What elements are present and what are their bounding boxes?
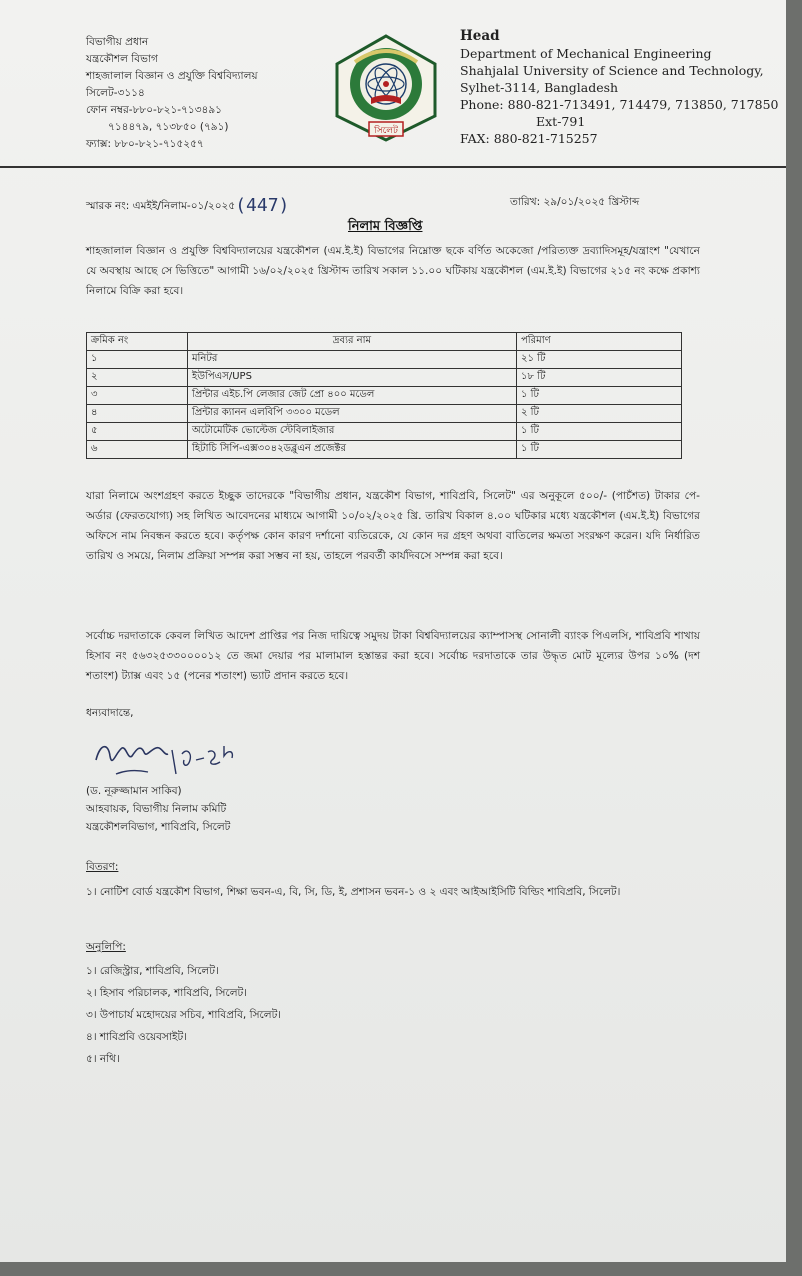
items-table [86, 332, 682, 459]
table-cell: ৬ [87, 441, 188, 459]
header-bangla [86, 34, 258, 153]
signatory-role: আহবায়ক, বিভাগীয় নিলাম কমিটি [86, 803, 227, 815]
memo-date: তারিখ: ২৯/০১/২০২৫ খ্রিস্টাব্দ [510, 196, 640, 208]
copy-list [86, 960, 281, 1070]
list-item: ৩। উপাচার্য মহোদয়ের সচিব, শাবিপ্রবি, সিলেট। [86, 1009, 282, 1021]
table-row [87, 423, 682, 441]
table-cell: মনিটর [188, 351, 517, 369]
copy-title: অনুলিপি: [86, 941, 126, 953]
header-bn-line: যন্ত্রকৌশল বিভাগ [86, 53, 158, 65]
table-row [87, 387, 682, 405]
table-cell: ৩ [87, 387, 188, 405]
university-logo-icon [333, 34, 439, 142]
header-bn-line: ফ্যাক্স: ৮৮০-৮২১-৭১৫২৫৭ [86, 138, 204, 150]
table-cell: ১ টি [517, 423, 682, 441]
table-header-cell: ক্রমিক নং [87, 333, 188, 351]
header-bn-line: ফোন নম্বর-৮৮০-৮২১-৭১৩৪৯১ [86, 104, 222, 116]
table-cell: প্রিন্টার ক্যানন এলবিপি ৩৩০০ মডেল [188, 405, 517, 423]
distribution-title: বিতরণ: [86, 861, 119, 873]
header-divider [0, 166, 786, 168]
signatory-name: (ড. নূরুজ্জামান সাকিব) [86, 785, 182, 797]
table-row [87, 369, 682, 387]
table-header-cell: দ্রব্যর নাম [188, 333, 517, 351]
list-item: ২। হিসাব পরিচালক, শাবিপ্রবি, সিলেট। [86, 987, 247, 999]
table-cell: ১ [87, 351, 188, 369]
header-ext: Ext-791 [536, 114, 586, 129]
table-cell: ৫ [87, 423, 188, 441]
paragraph-payment: সর্বোচ্চ দরদাতাকে কেবল লিখিত আদেশ প্রাপ্তির পর নিজ দায়িত্বে সমুদয় টাকা বিশ্ববিদ্যালয়ের ক্যাম্পাসস্থ সোনালী ব্যাংক পিএলসি, শাবিপ্রবি শাখায় হিসাব নং ৫৬৩২৫৩৩০০০০১২ তে জমা দেয়ার পর মালামাল হস্তান্তর করা হবে। সর্বোচ্চ দরদাতাকে তার উদ্ধৃত মোট মূল্যের উপর ১০% (দশ শতাংশ) ট্যাক্স এবং ১৫ (পনের শতাংশ) ভ্যাট প্রদান করতে হবে। [86, 630, 700, 682]
header-head: Head [460, 28, 500, 44]
paragraph-intro: শাহজালাল বিজ্ঞান ও প্রযুক্তি বিশ্ববিদ্যালয়ের যন্ত্রকৌশল (এম.ই.ই) বিভাগের নিম্নোক্ত ছকে বর্ণিত অকেজো /পরিত্যক্ত দ্রব্যাদিসমূহ/যন্ত্রাংশ "যেখানে যে অবস্থায় আছে সে ভিত্তিতে" আগামী ১৬/০২/২০২৫ খ্রিস্টাব্দ তারিখ সকাল ১১.০০ ঘটিকায় যন্ত্রকৌশল (এম.ই.ই) বিভাগের ২১৫ নং কক্ষে প্রকাশ্য নিলামে বিক্রি করা হবে। [86, 245, 700, 297]
list-item: ১। রেজিস্ট্রার, শাবিপ্রবি, সিলেট। [86, 965, 219, 977]
table-cell: ২ [87, 369, 188, 387]
list-item: ৪। শাবিপ্রবি ওয়েবসাইট। [86, 1031, 187, 1043]
header-english [460, 28, 779, 147]
table-cell: ১ টি [517, 441, 682, 459]
signatory-dept: যন্ত্রকৌশলবিভাগ, শাবিপ্রবি, সিলেট [86, 821, 231, 833]
header-univ: Shahjalal University of Science and Technology, [460, 63, 764, 78]
table-row [87, 405, 682, 423]
header-phone: Phone: 880-821-713491, 714479, 713850, 717850 [460, 97, 779, 112]
table-header-cell: পরিমাণ [517, 333, 682, 351]
table-cell: হিটাচি সিপি-এক্স৩০৪২ডব্লুএন প্রজেক্টর [188, 441, 517, 459]
memo-ref-text: স্মারক নং: এমইই/নিলাম-০১/২০২৫ [86, 200, 236, 212]
logo-label: সিলেট [374, 126, 398, 136]
memo-handwritten-number: (447) [235, 195, 290, 216]
header-bn-line: শাহজালাল বিজ্ঞান ও প্রযুক্তি বিশ্ববিদ্যালয় [86, 70, 258, 82]
table-row [87, 351, 682, 369]
table-cell: ইউপিএস/UPS [188, 369, 517, 387]
table-cell: ৪ [87, 405, 188, 423]
closing-thanks: ধন্যবাদান্তে, [86, 707, 134, 719]
table-cell: অটোমেটিক ভোল্টেজ স্টেবিলাইজার [188, 423, 517, 441]
paragraph-registration: যারা নিলামে অংশগ্রহণ করতে ইচ্ছুক তাদেরকে "বিভাগীয় প্রধান, যন্ত্রকৌশ বিভাগ, শাবিপ্রবি, সিলেট" এর অনুকূলে ৫০০/- (পাচঁশত) টাকার পে-অর্ডার (ফেরতযোগ্য) সহ লিখিত আবেদনের মাধ্যমে আগামী ১০/০২/২০২৫ খ্রি. তারিখ বিকাল ৪.০০ ঘটিকার মধ্যে যন্ত্রকৌশল (এম.ই.ই) বিভাগের অফিসে নাম নিবন্ধন করতে হবে। কর্তৃপক্ষ কোন কারণ দর্শানো ব্যতিরেকে, যে কোন দর গ্রহণ অথবা বাতিলের ক্ষমতা সংরক্ষণ করেন। যদি নির্ধারিত তারিখ ও সময়ে, নিলাম প্রক্রিয়া সম্পন্ন করা সম্ভব না হয়, তাহলে পরবর্তী কার্যদিবসে সম্পন্ন করা হবে। [86, 490, 700, 562]
signatory-block [86, 782, 230, 836]
memo-reference [86, 193, 289, 216]
table-cell: প্রিন্টার এইচ.পি লেজার জেট প্রো ৪০০ মডেল [188, 387, 517, 405]
table-row [87, 441, 682, 459]
table-cell: ১ টি [517, 387, 682, 405]
table-cell: ২ টি [517, 405, 682, 423]
header-bn-line: বিভাগীয় প্রধান [86, 36, 149, 48]
table-header-row [87, 333, 682, 351]
header-bn-line: ৭১৪৪৭৯, ৭১৩৮৫০ (৭৯১) [108, 121, 229, 133]
header-fax: FAX: 880-821-715257 [460, 131, 598, 146]
header-dept: Department of Mechanical Engineering [460, 46, 712, 61]
table-cell: ১৮ টি [517, 369, 682, 387]
table-cell: ২১ টি [517, 351, 682, 369]
header-bn-line: সিলেট-৩১১৪ [86, 87, 145, 99]
distribution-item: ১। নোটিশ বোর্ড যন্ত্রকৌশ বিভাগ, শিক্ষা ভবন-এ, বি, সি, ডি, ই, প্রশাসন ভবন-১ ও ২ এবং আইআইসিটি বিল্ডিং শাবিপ্রবি, সিলেট। [86, 886, 621, 898]
list-item: ৫। নথি। [86, 1053, 120, 1065]
header-city: Sylhet-3114, Bangladesh [460, 80, 619, 95]
signature-icon [86, 730, 246, 786]
notice-title: নিলাম বিজ্ঞপ্তি [348, 219, 423, 234]
